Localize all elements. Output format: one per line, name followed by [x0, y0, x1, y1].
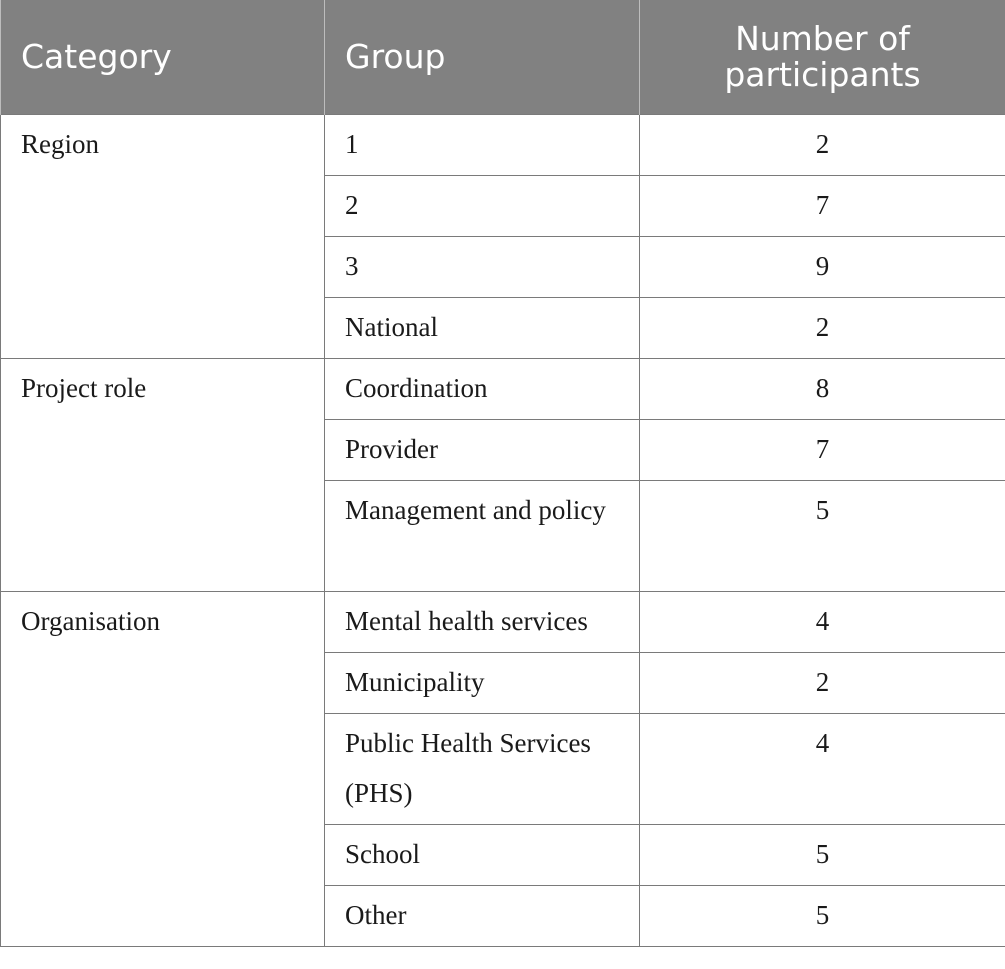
group-cell: Management and policy: [325, 480, 640, 591]
count-cell: 2: [640, 297, 1005, 358]
count-cell: 5: [640, 885, 1005, 946]
group-cell: 2: [325, 175, 640, 236]
category-cell: Project role: [1, 358, 325, 591]
count-cell: 2: [640, 114, 1005, 175]
table-row: [1, 591, 1005, 652]
count-cell: 7: [640, 175, 1005, 236]
header-participants-line1: Number of: [735, 18, 910, 58]
group-cell: 3: [325, 236, 640, 297]
header-number-of-participants: [640, 0, 1005, 114]
table-header: [1, 0, 1005, 114]
group-cell: Provider: [325, 419, 640, 480]
table-body: [1, 114, 1005, 946]
count-cell: 4: [640, 591, 1005, 652]
header-participants-line2: participants: [724, 54, 921, 94]
group-cell: 1: [325, 114, 640, 175]
category-cell: Organisation: [1, 591, 325, 946]
group-cell: Municipality: [325, 652, 640, 713]
count-cell: 5: [640, 480, 1005, 591]
count-cell: 5: [640, 824, 1005, 885]
group-cell: National: [325, 297, 640, 358]
group-cell: Other: [325, 885, 640, 946]
table-row: [1, 358, 1005, 419]
count-cell: 8: [640, 358, 1005, 419]
group-cell: School: [325, 824, 640, 885]
count-cell: 7: [640, 419, 1005, 480]
group-cell: Public Health Services (PHS): [325, 713, 640, 824]
table-row: [1, 114, 1005, 175]
header-category: Category: [1, 0, 325, 114]
count-cell: 2: [640, 652, 1005, 713]
category-cell: Region: [1, 114, 325, 358]
group-cell: Mental health services: [325, 591, 640, 652]
group-cell: Coordination: [325, 358, 640, 419]
count-cell: 9: [640, 236, 1005, 297]
count-cell: 4: [640, 713, 1005, 824]
header-group: Group: [325, 0, 640, 114]
